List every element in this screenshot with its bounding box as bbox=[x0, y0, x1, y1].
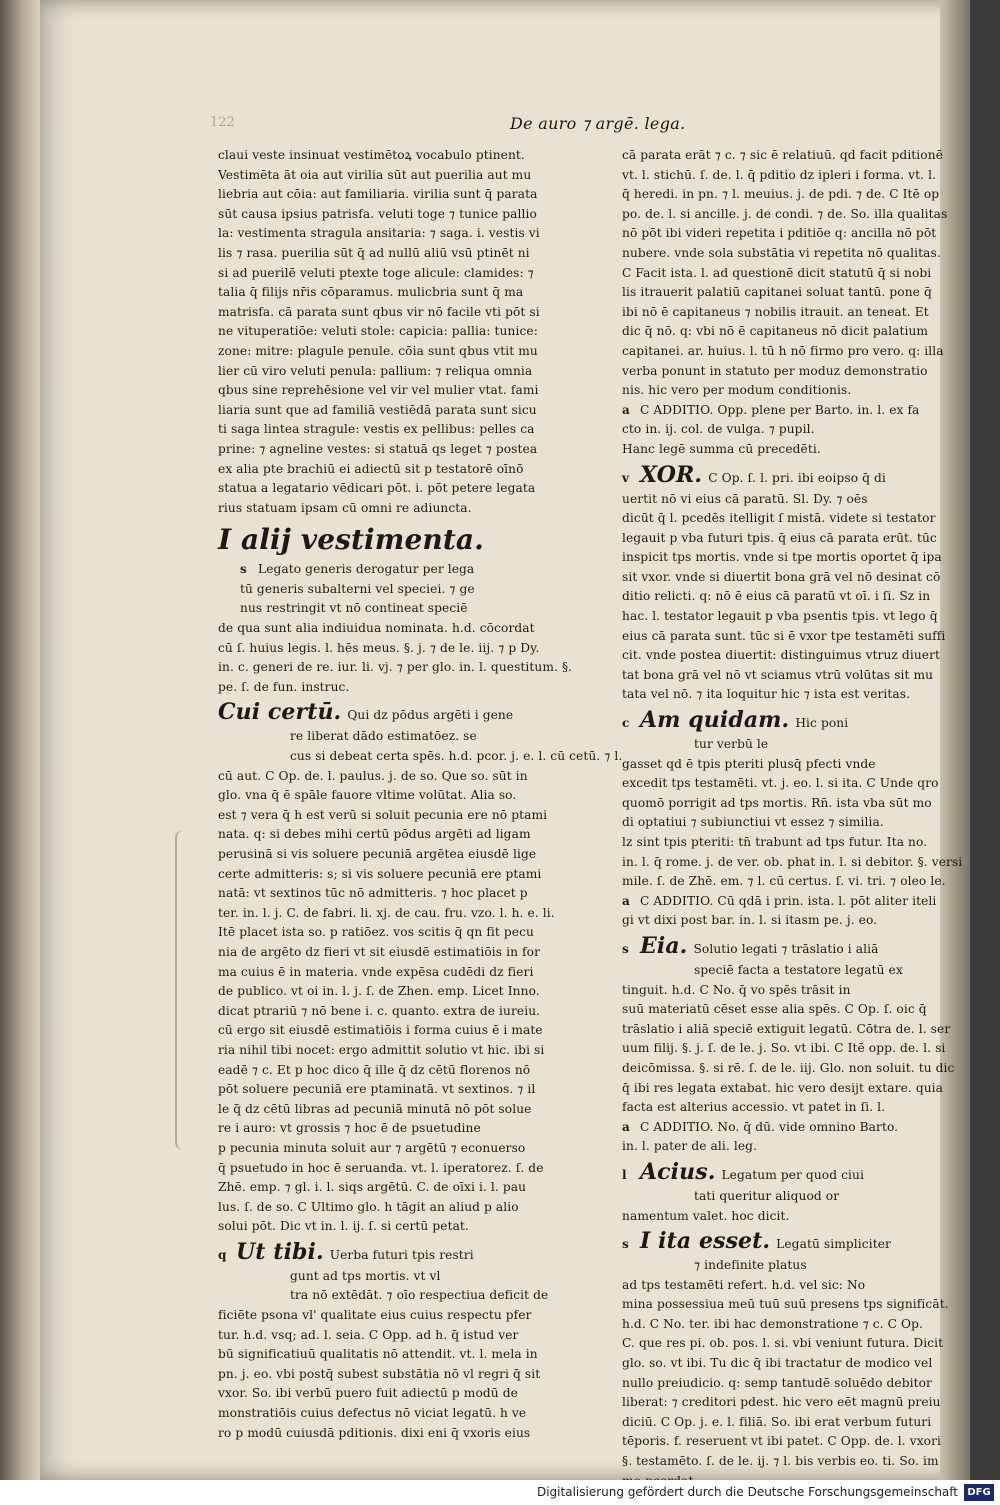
line-text: ex alia pte brachiū ei adiectū sit p testatorē oīnō bbox=[218, 461, 524, 476]
text-line bbox=[218, 224, 588, 244]
line-text: eadē ⁊ c. Et p hoc dico q̄ ille q̄ dz cētū florenos nō bbox=[218, 1062, 531, 1077]
line-text: est ⁊ vera q̄ h est verū si soluit pecunia ere nō ptami bbox=[218, 807, 548, 822]
margin-marker: a bbox=[622, 402, 630, 417]
text-line bbox=[622, 1334, 944, 1354]
text-line bbox=[622, 420, 937, 440]
text-line bbox=[218, 963, 588, 983]
line-text: po. de. l. si ancille. j. de condi. ⁊ de. So. illa qualitas bbox=[622, 206, 948, 221]
margin-marker: a bbox=[622, 893, 630, 908]
text-line bbox=[218, 264, 588, 284]
line-text: cto in. ij. col. de vulga. ⁊ pupil. bbox=[622, 422, 815, 437]
text-line bbox=[218, 440, 588, 460]
lemma-line bbox=[218, 697, 588, 727]
text-line bbox=[218, 845, 588, 865]
line-text: la: vestimenta stragula ansitaria: ⁊ saga. i. vestis vi bbox=[218, 226, 540, 241]
line-text: pe. ſ. de fun. instruc. bbox=[218, 679, 350, 694]
text-line bbox=[218, 401, 588, 421]
text-line bbox=[622, 490, 937, 510]
line-text: di optatiui ⁊ subiunctiui vt essez ⁊ similia. bbox=[622, 815, 884, 830]
text-line bbox=[218, 205, 588, 225]
margin-marker: l bbox=[622, 1167, 627, 1182]
text-line bbox=[622, 244, 941, 264]
line-text: si ad puerilē veluti ptexte toge alicule: clamides: ⁊ bbox=[218, 265, 534, 280]
text-line bbox=[622, 509, 937, 529]
line-text: tat bona grā vel nō vt sciamus vtrū volūtas sit mu bbox=[622, 667, 934, 682]
margin-marker: s bbox=[622, 1237, 629, 1252]
text-line bbox=[218, 1002, 588, 1022]
text-line bbox=[622, 1452, 937, 1472]
text-line bbox=[218, 1061, 588, 1081]
text-line bbox=[622, 1000, 937, 1020]
text-line bbox=[218, 420, 588, 440]
line-text: lis itrauerit palatiū capitanei soluat tantū. pone q̄ bbox=[622, 285, 932, 300]
text-line bbox=[622, 185, 940, 205]
text-line bbox=[622, 685, 937, 705]
line-text: p pecunia minuta soluit aur ⁊ argētū ⁊ econuerso bbox=[218, 1140, 526, 1155]
text-line bbox=[218, 767, 588, 787]
text-line bbox=[218, 146, 588, 166]
text-line bbox=[622, 1374, 937, 1394]
line-text: gi vt dixi post bar. in. l. si itasm pe. j. eo. bbox=[622, 913, 878, 928]
text-line bbox=[218, 747, 623, 767]
text-line bbox=[622, 794, 937, 814]
lemma-line bbox=[218, 1237, 588, 1267]
line-text: re i auro: vt grossis ⁊ hoc ē de psuetudine bbox=[218, 1121, 481, 1136]
folio-number: 122 bbox=[210, 115, 235, 130]
text-line bbox=[622, 381, 937, 401]
line-text: Legatum per quod ciui bbox=[721, 1167, 864, 1182]
text-line bbox=[218, 865, 588, 885]
text-line bbox=[622, 1432, 942, 1452]
text-line bbox=[218, 1100, 588, 1120]
line-text: tēporis. f. reseruent vt ibi patet. C Opp. de. l. vxori bbox=[622, 1434, 942, 1449]
text-line bbox=[218, 1286, 588, 1306]
line-text: q̄ heredi. in pn. ⁊ l. meuius. j. de pdi. ⁊ de. C Itē op bbox=[622, 187, 940, 202]
text-line bbox=[622, 961, 937, 981]
lemma-heading: Eia. bbox=[640, 932, 688, 959]
lemma-line bbox=[622, 1157, 937, 1187]
text-line bbox=[218, 1217, 588, 1237]
text-line bbox=[622, 627, 946, 647]
lemma-heading: Acius. bbox=[640, 1158, 716, 1185]
text-line bbox=[622, 1315, 937, 1335]
text-line bbox=[622, 166, 937, 186]
text-line bbox=[218, 884, 588, 904]
text-line bbox=[622, 1079, 944, 1099]
line-text: liaria sunt que ad familiā vestiēdā parata sunt sicu bbox=[218, 402, 537, 417]
text-line bbox=[622, 1020, 951, 1040]
text-line bbox=[622, 755, 937, 775]
line-text: tra nō extēdāt. ⁊ oīo respectiua deficit de bbox=[290, 1288, 549, 1303]
line-text: ma cuius ē in materia. vnde expēsa cudēdi dz fieri bbox=[218, 964, 534, 979]
text-line bbox=[622, 833, 937, 853]
line-text: nullo preiudicio. q: semp tantudē soluēdo debitor bbox=[622, 1375, 932, 1390]
text-line bbox=[622, 303, 937, 323]
line-text: rius statuam ipsam cū omni re adiuncta. bbox=[218, 500, 472, 515]
line-text: le q̄ dz cētū libras ad pecuniā minutā nō pōt solue bbox=[218, 1101, 532, 1116]
line-text: ad tps testamēti refert. h.d. vel sic: No bbox=[622, 1277, 866, 1292]
lemma-line bbox=[622, 1226, 937, 1256]
line-text: Hic poni bbox=[795, 716, 849, 731]
text-line bbox=[622, 362, 937, 382]
line-text: dicūt q̄ l. pcedēs itelligit ſ mistā. videte si testator bbox=[622, 511, 936, 526]
text-line bbox=[218, 560, 588, 580]
text-line bbox=[622, 1039, 946, 1059]
text-line bbox=[218, 244, 588, 264]
line-text: tinguit. h.d. C No. q̄ vo spēs trāsit in bbox=[622, 982, 851, 997]
text-line bbox=[218, 499, 588, 519]
line-text: claui veste insinuat vestimētoꝝ vocabulo ptinent. bbox=[218, 148, 525, 162]
margin-marker: c bbox=[622, 716, 630, 731]
text-line bbox=[622, 1059, 955, 1079]
text-line bbox=[622, 853, 963, 873]
line-text: h.d. C No. ter. ibi hac demonstratione ⁊ c. C Op. bbox=[622, 1316, 923, 1331]
text-line bbox=[218, 381, 588, 401]
dfg-logo-icon: DFG bbox=[964, 1484, 994, 1501]
text-line bbox=[622, 529, 937, 549]
text-line bbox=[218, 904, 588, 924]
text-line bbox=[218, 619, 588, 639]
line-text: nubere. vnde sola substātia vi repetita nō qualitas. bbox=[622, 245, 941, 260]
text-line bbox=[622, 981, 937, 1001]
line-text: in. l. q̄ rome. j. de ver. ob. phat in. l. si debitor. §. versi bbox=[622, 854, 963, 869]
line-text: sit vxor. vnde si diuertit bona grā vel nō desinat cō bbox=[622, 569, 941, 584]
line-text: gasset qd ē tpis pteriti plusq̄ pfecti vnde bbox=[622, 756, 876, 771]
line-text: monstratiōis cuius defectus nō viciat legatū. h ve bbox=[218, 1406, 527, 1421]
line-text: statua a legatario vēdicari pōt. i. pōt petere legata bbox=[218, 481, 536, 496]
line-text: tati queritur aliquod or bbox=[694, 1188, 840, 1203]
text-line bbox=[622, 892, 937, 912]
text-line bbox=[622, 646, 941, 666]
line-text: re liberat dādo estimatōez. se bbox=[290, 729, 477, 744]
line-text: speciē facta a testatore legatū ex bbox=[694, 962, 903, 977]
text-line bbox=[622, 1276, 937, 1296]
line-text: dic q̄ nō. q: vbi nō ē capitaneus nō dicit palatium bbox=[622, 324, 929, 339]
line-text: natā: vt sextinos tūc nō admitteris. ⁊ hoc placet p bbox=[218, 886, 528, 901]
text-line bbox=[622, 548, 942, 568]
right-text-column bbox=[622, 146, 963, 1491]
text-line bbox=[218, 639, 588, 659]
line-text: ibi nō ē capitaneus ⁊ nobilis itrauit. an teneat. Et bbox=[622, 304, 929, 319]
text-line bbox=[622, 1207, 937, 1227]
text-line bbox=[622, 1413, 937, 1433]
line-text: nis. hic vero per modum conditionis. bbox=[622, 383, 852, 398]
text-line bbox=[622, 568, 941, 588]
text-line bbox=[622, 401, 937, 421]
lemma-heading: Am quidam. bbox=[640, 707, 790, 734]
line-text: zone: mitre: plagule penule. cōia sunt qbus vtit mu bbox=[218, 343, 538, 358]
line-text: C ADDITIO. Cū qdā i prin. ista. l. pōt aliter iteli bbox=[640, 893, 937, 908]
text-line bbox=[622, 774, 937, 794]
line-text: matrisfa. cā parata sunt qbus vir nō facile vti pōt si bbox=[218, 304, 540, 319]
line-text: hac. l. testator legauit p vba psentis tpis. vt lego q̄ bbox=[622, 609, 938, 624]
line-text: glo. vna q̄ ē spāle fauore vltime volūtat. Alia so. bbox=[218, 788, 517, 803]
line-text: tū generis subalterni vel speciei. ⁊ ge bbox=[240, 581, 475, 596]
line-text: gunt ad tps mortis. vt vl bbox=[290, 1268, 441, 1283]
text-line bbox=[622, 264, 937, 284]
text-line bbox=[622, 224, 937, 244]
line-text: tur verbū le bbox=[694, 737, 769, 752]
line-text: liberat: ⁊ creditori pdest. hic vero eēt magnū preiu bbox=[622, 1395, 941, 1410]
running-head: De auro ⁊ argē. lega. bbox=[510, 114, 686, 133]
text-line bbox=[622, 342, 944, 362]
line-text: vxor. So. ibi verbū puero fuit adiectū p modū de bbox=[218, 1386, 518, 1401]
lemma-heading: Ut tibi. bbox=[236, 1238, 324, 1265]
line-text: cū ſ. huius legis. l. hēs meus. §. j. ⁊ de le. iij. ⁊ p Dy. bbox=[218, 640, 540, 655]
line-text: ficiēte psona vl' qualitate eius cuius respectu pfer bbox=[218, 1308, 532, 1323]
text-line bbox=[622, 872, 946, 892]
lemma-heading: Cui certū. bbox=[218, 699, 342, 726]
text-line bbox=[622, 587, 937, 607]
line-text: dicat ptrariū ⁊ nō bene i. c. quanto. extra de iureiu. bbox=[218, 1003, 541, 1018]
text-line bbox=[622, 911, 937, 931]
text-line bbox=[218, 1041, 588, 1061]
line-text: capitanei. ar. huius. l. tū h nō firmo pro vero. q: illa bbox=[622, 343, 944, 358]
text-line bbox=[218, 786, 588, 806]
line-text: mina possessiua meū tuū suū presens tps significāt. bbox=[622, 1297, 949, 1312]
line-text: quomō porrigit ad tps mortis. Rn̄. ista vba sūt mo bbox=[622, 795, 932, 810]
line-text: verba ponunt in statuto per moduz demonstratio bbox=[622, 363, 928, 378]
line-text: nus restringit vt nō contineat speciē bbox=[240, 601, 468, 616]
line-text: facta est alterius accessio. vt patet in ſi. l. bbox=[622, 1100, 886, 1115]
marginal-stain bbox=[175, 830, 191, 1150]
text-line bbox=[218, 1326, 588, 1346]
text-line bbox=[218, 322, 588, 342]
line-text: pōt soluere pecuniā ere ptaminatā. vt sextinos. ⁊ il bbox=[218, 1082, 536, 1097]
line-text: q̄ ibi res legata extabat. hic vero desijt extare. quia bbox=[622, 1080, 944, 1095]
text-line bbox=[218, 185, 588, 205]
line-text: ne vituperatiōe: veluti stole: capicia: pallia: tunice: bbox=[218, 324, 538, 339]
text-line bbox=[218, 982, 588, 1002]
line-text: in. c. generi de re. iur. li. vj. ⁊ per glo. in. l. questitum. §. bbox=[218, 660, 573, 675]
line-text: §. testamēto. ſ. de le. ij. ⁊ l. bis verbis eo. ti. So. im bbox=[622, 1454, 939, 1469]
text-line bbox=[218, 580, 588, 600]
text-line bbox=[218, 1345, 588, 1365]
line-text: nō pōt ibi videri repetita i pditiōe q: ancilla nō pōt bbox=[622, 226, 937, 241]
lemma-heading: XOR. bbox=[640, 461, 703, 488]
text-line bbox=[218, 283, 588, 303]
text-line bbox=[218, 599, 588, 619]
line-text: Qui dz pōdus argēti i gene bbox=[347, 708, 514, 723]
line-text: de qua sunt alia indiuidua nominata. h.d. cōcordat bbox=[218, 621, 535, 636]
line-text: certe admitteris: s; si vis soluere pecuniā ere ptami bbox=[218, 866, 542, 881]
lemma-line bbox=[622, 460, 937, 490]
line-text: ⁊ indefinite platus bbox=[694, 1258, 807, 1273]
line-text: Legatū simpliciter bbox=[776, 1237, 891, 1252]
text-line bbox=[218, 1306, 588, 1326]
line-text: perusinā si vis soluere pecuniā argētea eiusdē lige bbox=[218, 847, 537, 861]
text-line bbox=[622, 205, 948, 225]
line-text: glo. so. vt ibi. Tu dic q̄ ibi tractatur de modico vel bbox=[622, 1356, 933, 1371]
line-text: excedit tps testamēti. vt. j. eo. l. si ita. C Unde qro bbox=[622, 776, 939, 791]
line-text: talia q̄ filijs nr̄is cōparamus. mulicbria sunt q̄ ma bbox=[218, 285, 524, 300]
line-text: inspicit tps mortis. vnde si tpe mortis oportet q̄ ipa bbox=[622, 550, 942, 565]
text-line bbox=[218, 678, 588, 698]
line-text: liebria aut cōia: aut familiaria. virilia sunt q̄ parata bbox=[218, 187, 538, 202]
text-line bbox=[218, 943, 588, 963]
text-line bbox=[218, 1404, 588, 1424]
line-text: cū ergo sit eiusdē estimatiōis i forma cuius ē i mate bbox=[218, 1023, 543, 1038]
text-line bbox=[218, 303, 588, 323]
line-text: ria nihil tibi nocet: ergo admittit solutio vt hic. ibi si bbox=[218, 1042, 545, 1057]
text-line bbox=[622, 322, 937, 342]
line-text: C Op. ſ. l. pri. ibi eoipso q̄ di bbox=[708, 470, 886, 485]
line-text: Uerba futuri tpis restri bbox=[329, 1247, 474, 1262]
line-text: in. l. pater de ali. leg. bbox=[622, 1139, 758, 1154]
line-text: C. que res pi. ob. pos. l. si. vbi veniunt futura. Dicit bbox=[622, 1336, 944, 1351]
line-text: qbus sine reprehēsione vel vir vel mulier vtat. fami bbox=[218, 383, 539, 398]
margin-marker: q bbox=[218, 1247, 227, 1262]
line-text: ter. in. l. j. C. de fabri. li. xj. de cau. fru. vzo. l. h. e. li. bbox=[218, 905, 555, 920]
text-line bbox=[218, 658, 588, 678]
section-heading: I alij vestimenta. bbox=[218, 523, 484, 557]
text-line bbox=[622, 1354, 937, 1374]
page-gutter-shadow bbox=[940, 0, 970, 1480]
line-text: uertit nō vi eius cā paratū. Sl. Dy. ⁊ oēs bbox=[622, 491, 868, 506]
footer-bar bbox=[0, 1480, 1000, 1505]
line-text: tur. h.d. vsq; ad. l. seia. C Opp. ad h. q̄ istud ver bbox=[218, 1327, 519, 1342]
line-text: C ADDITIO. Opp. plene per Barto. in. l. ex fa bbox=[640, 402, 920, 417]
text-line bbox=[622, 1295, 949, 1315]
text-line bbox=[622, 607, 937, 627]
line-text: cit. vnde postea diuertit: distinguimus vtruz diuert bbox=[622, 648, 941, 663]
text-line bbox=[218, 1384, 588, 1404]
text-line bbox=[218, 479, 588, 499]
text-line bbox=[218, 825, 588, 845]
line-text: nia de argēto dz fieri vt sit eiusdē estimatiōis in for bbox=[218, 944, 541, 959]
line-text: diciū. C Op. j. e. l. filiā. So. ibi erat verbum futuri bbox=[622, 1414, 932, 1429]
margin-marker: s bbox=[622, 941, 629, 956]
text-line bbox=[218, 923, 588, 943]
text-line bbox=[218, 1119, 588, 1139]
text-line bbox=[622, 146, 944, 166]
text-line bbox=[218, 1080, 588, 1100]
margin-marker: s bbox=[240, 562, 247, 577]
text-line bbox=[218, 1021, 588, 1041]
book-page-edges bbox=[0, 0, 40, 1480]
line-text: C ADDITIO. No. q̄ dū. vide omnino Barto. bbox=[640, 1119, 899, 1134]
text-line bbox=[622, 1187, 937, 1207]
line-text: cū aut. C Op. de. l. paulus. j. de so. Que so. sūt in bbox=[218, 768, 528, 783]
line-text: Vestimēta āt oia aut virilia sūt aut puerilia aut mu bbox=[218, 167, 532, 182]
text-line bbox=[218, 362, 588, 382]
line-text: q̄ psuetudo in hoc ē seruanda. vt. l. iperatorez. ſ. de bbox=[218, 1160, 544, 1175]
text-line bbox=[622, 1256, 937, 1276]
line-text: nata. q: si debes mihi certū pōdus argēti ad ligam bbox=[218, 827, 531, 842]
left-text-column bbox=[218, 146, 623, 1443]
line-text: vt. l. stichū. ſ. de. l. q̄ pditio dz ipleri i forma. vt. l. bbox=[622, 167, 937, 182]
text-line bbox=[622, 735, 937, 755]
line-text: Solutio legati ⁊ trāslatio i aliā bbox=[693, 941, 879, 956]
line-text: uum filij. §. j. ſ. de le. j. So. vt ibi. C Itē opp. de. l. si bbox=[622, 1041, 946, 1056]
text-line bbox=[218, 1198, 588, 1218]
text-line bbox=[218, 166, 588, 186]
line-text: lus. ſ. de so. C Ultimo glo. h tāgit an aliud p alio bbox=[218, 1199, 519, 1214]
line-text: pn. j. eo. vbi postq̄ subest substātia nō vl regri q̄ sit bbox=[218, 1366, 541, 1381]
lemma-heading: I ita esset. bbox=[640, 1228, 771, 1255]
text-line bbox=[622, 1118, 937, 1138]
line-text: bū significatiuū qualitatis nō attendit. vt. l. mela in bbox=[218, 1347, 538, 1362]
line-text: prine: ⁊ agneline vestes: si statuā qs leget ⁊ postea bbox=[218, 441, 538, 456]
text-line bbox=[622, 813, 937, 833]
line-text: lz sint tpis pteriti: tn̄ trabunt ad tps futur. Ita no. bbox=[622, 835, 928, 849]
text-line bbox=[218, 727, 588, 747]
line-text: Legato generis derogatur per lega bbox=[258, 562, 475, 577]
line-text: cus si debeat certa spēs. h.d. pcor. j. e. l. cū cetū. ⁊ l. bbox=[290, 749, 623, 764]
line-text: mile. ſ. de Zhē. em. ⁊ l. cū certus. ſ. vi. tri. ⁊ oleo le. bbox=[622, 874, 946, 889]
text-line bbox=[218, 806, 588, 826]
line-text: ditio relicti. q: nō ē eius cā paratū vt oī. i ſi. Sz in bbox=[622, 589, 931, 604]
lemma-line bbox=[622, 705, 937, 735]
text-line bbox=[622, 666, 937, 686]
line-text: Hanc legē summa cū precedēti. bbox=[622, 441, 821, 456]
line-text: legauit p vba futuri tpis. q̄ eius cā parata erūt. tūc bbox=[622, 530, 937, 545]
line-text: namentum valet. hoc dicit. bbox=[622, 1208, 790, 1223]
line-text: ti saga lintea stragule: vestis ex pellibus: pelles ca bbox=[218, 422, 535, 437]
text-line bbox=[218, 1365, 588, 1385]
text-line bbox=[622, 440, 937, 460]
line-text: lier cū viro veluti penula: pallium: ⁊ reliqua omnia bbox=[218, 363, 533, 378]
line-text: lis ⁊ rasa. puerilia sūt q̄ ad nullū aliū vsū ptinēt ni bbox=[218, 245, 530, 260]
text-line bbox=[218, 460, 588, 480]
lemma-line bbox=[622, 931, 937, 961]
line-text: cā parata erāt ⁊ c. ⁊ sic ē relatiuū. qd facit pditionē bbox=[622, 148, 944, 162]
line-text: ro p modū cuiusdā pditionis. dixi eni q̄ vxoris eius bbox=[218, 1425, 531, 1440]
line-text: C Facit ista. l. ad questionē dicit statutū q̄ si nobi bbox=[622, 265, 932, 280]
line-text: trāslatio i aliā speciē extiguit legatū. Cōtra de. l. ser bbox=[622, 1021, 951, 1036]
line-text: solui pōt. Dic vt in. l. ij. ſ. si certū petat. bbox=[218, 1219, 469, 1234]
text-line bbox=[218, 1267, 588, 1287]
text-line bbox=[218, 1424, 588, 1444]
text-line bbox=[218, 342, 588, 362]
text-line bbox=[218, 1178, 588, 1198]
line-text: Itē placet ista so. p ratiōez. vos scitis q̄ qn fit pecu bbox=[218, 925, 534, 940]
margin-marker: v bbox=[622, 470, 630, 485]
text-line bbox=[622, 1137, 937, 1157]
text-line bbox=[622, 283, 937, 303]
line-text: tata vel nō. ⁊ ita loquitur hic ⁊ ista est veritas. bbox=[622, 687, 911, 702]
line-text: sūt causa ipsius patrisfa. veluti toge ⁊ tunice pallio bbox=[218, 206, 537, 221]
line-text: Zhē. emp. ⁊ gl. i. l. siqs argētū. C. de oīxi i. l. pau bbox=[218, 1180, 527, 1195]
text-line bbox=[622, 1393, 941, 1413]
margin-marker: a bbox=[622, 1119, 630, 1134]
text-line bbox=[622, 1098, 937, 1118]
line-text: suū materiatū cēset esse alia spēs. C Op. ſ. oic q̄ bbox=[622, 1002, 927, 1017]
funding-credit: Digitalisierung gefördert durch die Deutsche Forschungsgemeinschaft bbox=[536, 1485, 958, 1499]
line-text: de publico. vt oi in. l. j. ſ. de Zhen. emp. Licet Inno. bbox=[218, 984, 540, 999]
text-line bbox=[218, 1139, 588, 1159]
line-text: eius cā parata sunt. tūc si ē vxor tpe testamēti suffi bbox=[622, 628, 946, 643]
line-text: deicōmissa. §. si rē. ſ. de le. iij. Glo. non soluit. tu dic bbox=[622, 1060, 955, 1075]
text-line bbox=[218, 1159, 588, 1179]
